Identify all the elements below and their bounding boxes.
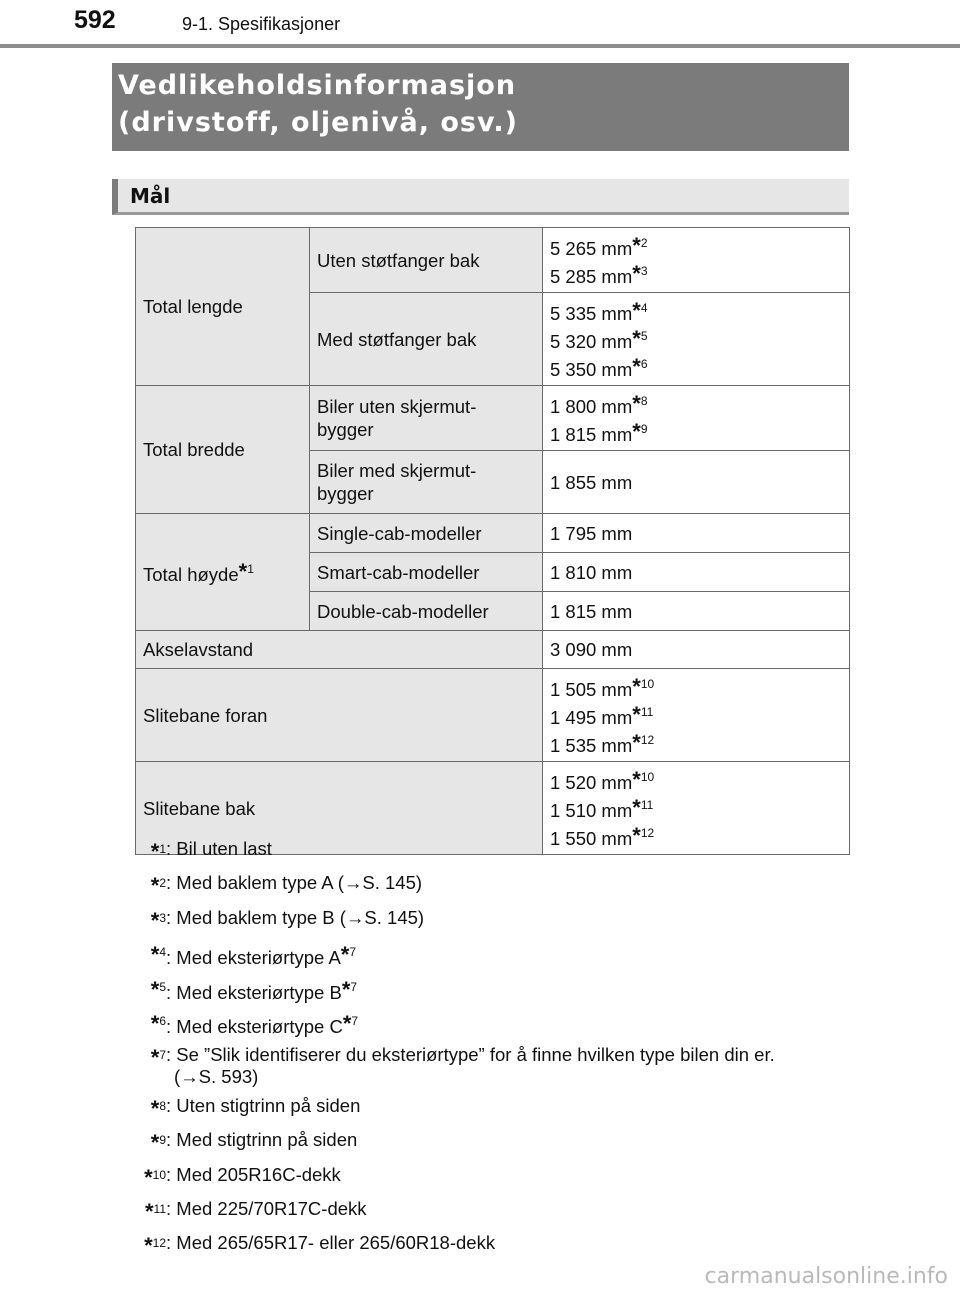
footnote: *$^8$ : Uten stigtrinn på siden <box>150 1094 361 1121</box>
section-breadcrumb: 9-1. Spesifikasjoner <box>182 14 341 34</box>
sub-label: Biler uten skjermut- bygger <box>310 386 543 451</box>
subsection-heading: Mål <box>112 179 849 215</box>
footnote-asterisk: * <box>632 261 641 286</box>
footnote-asterisk: * <box>632 674 641 699</box>
row-label-wheelbase: Akselavstand <box>136 631 543 669</box>
value-cell: 5 265 mm*$^2$ 5 285 mm*$^3$ <box>543 228 850 293</box>
row-label-rear-tread: Slitebane bak <box>136 762 543 855</box>
footnotes-list <box>110 838 870 1267</box>
table-row <box>136 228 850 293</box>
footnote-asterisk: * <box>632 298 641 323</box>
value-cell: 1 795 mm <box>543 514 850 553</box>
value-cell: 1 815 mm <box>543 592 850 631</box>
footnote: *$^{12}$ : Med 265/65R17- eller 265/60R18-dekk <box>144 1232 496 1259</box>
value-cell: 1 800 mm*$^8$ 1 815 mm*$^9$ <box>543 386 850 451</box>
sub-label: Double-cab-modeller <box>310 592 543 631</box>
footnote-asterisk: * <box>632 795 641 820</box>
footnote: *$^3$ : Med baklem type B (→S. 145) <box>150 906 425 933</box>
row-label-total-height: Total høyde*$^1$ <box>136 514 310 631</box>
footnote-asterisk: * <box>632 730 641 755</box>
footnote: *$^7$ : Se ”Slik identifiserer du eksteriørtype” for å finne hvilken type bilen din er. (→S. 593) <box>150 1044 775 1088</box>
header-rule <box>0 44 960 48</box>
value-cell: 1 855 mm <box>543 451 850 514</box>
value-cell: 1 520 mm*$^{10}$ 1 510 mm*$^{11}$ 1 550 mm*$^{12}$ <box>543 762 850 855</box>
value-cell: 3 090 mm <box>543 631 850 669</box>
page-title-line2: (drivstoff, oljenivå, osv.) <box>118 107 518 138</box>
footnote: *$^{10}$ : Med 205R16C-dekk <box>144 1163 341 1190</box>
footnote-asterisk: * <box>632 391 641 416</box>
value-cell: 1 810 mm <box>543 553 850 592</box>
table-row <box>136 514 850 553</box>
footnote: *$^1$ : Bil uten last <box>150 838 272 864</box>
footnote: *$^4$ : Med eksteriørtype A*$^7$ <box>150 942 357 969</box>
footnote-asterisk: * <box>238 559 248 584</box>
dimensions-table <box>135 227 850 855</box>
footnote-asterisk: * <box>632 702 641 727</box>
footnote-asterisk: * <box>632 326 641 351</box>
footnote: *$^{11}$ : Med 225/70R17C-dekk <box>144 1197 367 1224</box>
footnote: *$^2$ : Med baklem type A (→S. 145) <box>150 872 423 899</box>
footnote-asterisk: * <box>632 233 641 258</box>
sub-label: Med støtfanger bak <box>310 293 543 386</box>
page-number: 592 <box>74 6 116 34</box>
sub-label: Biler med skjermut- bygger <box>310 451 543 514</box>
sub-label: Smart-cab-modeller <box>310 553 543 592</box>
row-label-total-width: Total bredde <box>136 386 310 514</box>
footnote: *$^9$ : Med stigtrinn på siden <box>150 1129 358 1156</box>
footnote-asterisk: * <box>632 823 641 848</box>
footnote-asterisk: * <box>632 354 641 379</box>
footnote: *$^5$ : Med eksteriørtype B*$^7$ <box>150 976 358 1003</box>
table-row <box>136 669 850 762</box>
footnote: *$^6$ : Med eksteriørtype C*$^7$ <box>150 1010 359 1037</box>
table-row <box>136 386 850 451</box>
row-label-front-tread: Slitebane foran <box>136 669 543 762</box>
value-cell: 5 335 mm*$^4$ 5 320 mm*$^5$ 5 350 mm*$^6$ <box>543 293 850 386</box>
row-label-total-length: Total lengde <box>136 228 310 386</box>
page-title-line1: Vedlikeholdsinformasjon <box>118 70 517 101</box>
footnote-asterisk: * <box>632 419 641 444</box>
footnote-asterisk: * <box>632 767 641 792</box>
sub-label: Single-cab-modeller <box>310 514 543 553</box>
table-row <box>136 631 850 669</box>
page-title-banner <box>112 63 849 151</box>
watermark: carmanualsonline.info <box>704 1264 948 1289</box>
value-cell: 1 505 mm*$^{10}$ 1 495 mm*$^{11}$ 1 535 mm*$^{12}$ <box>543 669 850 762</box>
sub-label: Uten støtfanger bak <box>310 228 543 293</box>
